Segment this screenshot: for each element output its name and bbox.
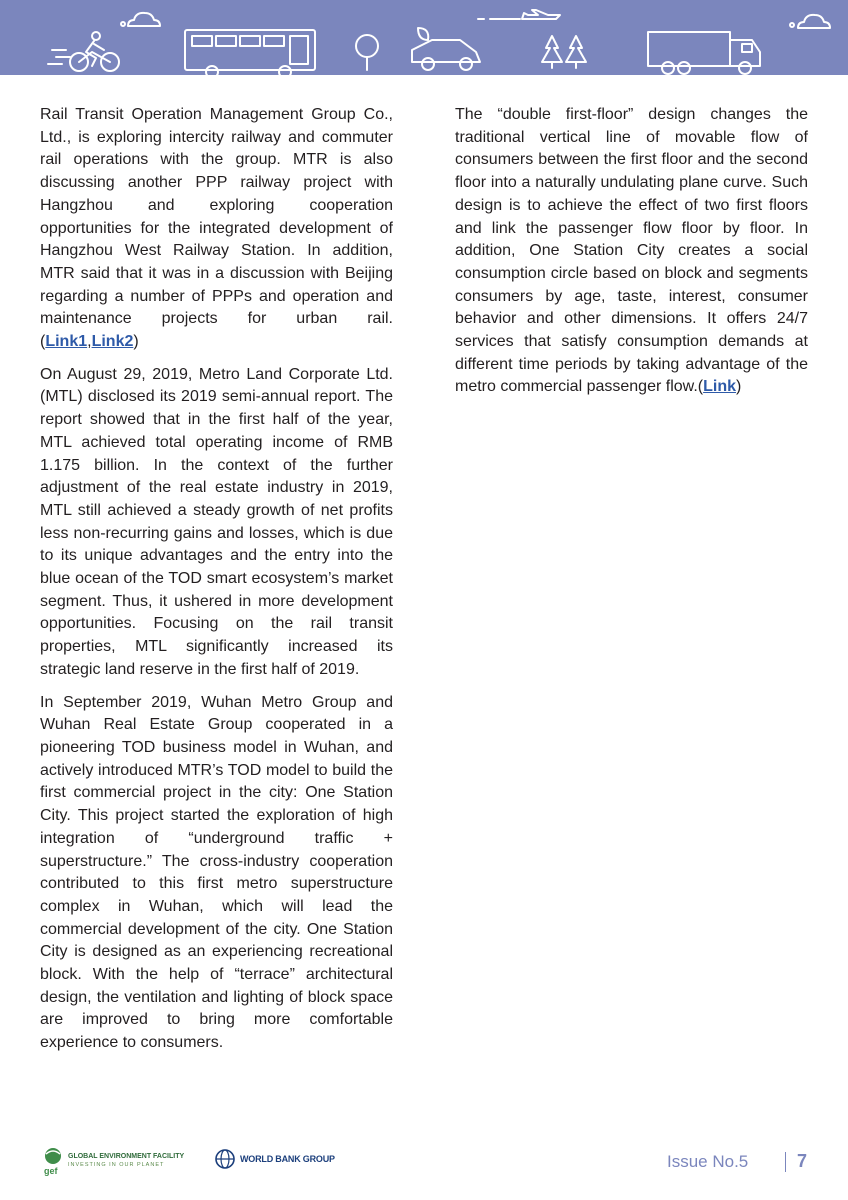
issue-number: Issue No.5 <box>667 1152 749 1171</box>
link2-link[interactable]: Link2 <box>91 333 134 351</box>
cloud-icon <box>121 13 160 26</box>
tree-icon <box>356 35 378 70</box>
bus-icon <box>185 30 315 75</box>
svg-text:gef: gef <box>44 1166 58 1176</box>
gef-globe-icon <box>42 1146 64 1176</box>
footer <box>0 1140 848 1190</box>
cloud-icon <box>790 15 830 28</box>
world-bank-name: WORLD BANK GROUP <box>240 1154 335 1164</box>
paragraph-text: The “double first-floor” design changes the traditional vertical line of movable flow of consumers between the first floor and the second floor into a naturally undulating plane curve. Such design is to achieve the effect of two first floors and link the passenger flow floor by floor. In addition, One Station City creates a social consumption circle based on block and segments consumers by age, taste, interest, consumer behavior and other dimensions. It offers 24/7 services that satisfy consumption demands at different time periods by taking advantage of the metro commercial passenger flow.( <box>455 106 808 396</box>
paragraph-text: Rail Transit Operation Management Group Co., Ltd., is exploring intercity railway and commuter rail operations with the group. MTR is also discussing another PPP railway project with Hangzhou and exploring cooperation opportunities for the integrated development of Hangzhou West Railway Station. In addition, MTR said that it was in a discussion with Beijing regarding a number of PPPs and operation and maintenance projects for urban rail. ( <box>40 106 393 351</box>
airplane-icon <box>478 10 560 19</box>
paragraph <box>40 104 393 354</box>
gef-tagline: INVESTING IN OUR PLANET <box>68 1162 165 1168</box>
page-number: 7 <box>797 1151 808 1171</box>
car-icon <box>412 28 480 70</box>
paragraph <box>455 104 808 399</box>
left-column <box>40 104 393 1065</box>
cyclist-icon <box>48 32 119 71</box>
link-separator: , <box>87 333 92 351</box>
right-column <box>455 104 808 409</box>
paragraph: On August 29, 2019, Metro Land Corporate Ltd. (MTL) disclosed its 2019 semi-annual report. The report showed that in the first half of the year, MTL achieved total operating income of RMB 1.175 billion. In the context of the further adjustment of the real estate industry in 2019, MTL still achieved a steady growth of net profits less non-recurring gains and losses, which is due to its unique advantages and the entry into the blue ocean of the TOD smart ecosystem’s market segment. Thus, it ushered in more development opportunities. Focusing on the rail transit properties, MTL significantly increased its strategic land reserve in the first half of 2019. <box>40 365 393 678</box>
paragraph: In September 2019, Wuhan Metro Group and Wuhan Real Estate Group cooperated in a pioneering TOD business model in Wuhan, and actively introduced MTR’s TOD model to build the first commercial project in the city: One Station City. This project started the exploration of high integration of “underground traffic + superstructure.” The cross-industry cooperation contributed to this first metro superstructure complex in Wuhan, which will lead the commercial development of the city. One Station City is designed as an experiencing recreational block. With the help of “terrace” architectural design, the ventilation and lighting of block space are improved to bring more comfortable experience to consumers. <box>40 693 393 1052</box>
link1-link[interactable]: Link1 <box>45 333 88 351</box>
world-bank-logo <box>214 1148 335 1170</box>
divider <box>785 1152 786 1172</box>
header-banner <box>0 0 848 75</box>
globe-icon <box>214 1148 236 1170</box>
gef-name: GLOBAL ENVIRONMENT FACILITY <box>68 1153 185 1160</box>
truck-icon <box>648 32 760 74</box>
paren-close: ) <box>133 333 139 351</box>
gef-logo <box>42 1146 184 1176</box>
pine-trees-icon <box>542 36 586 68</box>
link-link[interactable]: Link <box>703 378 736 396</box>
paren-close: ) <box>735 378 742 396</box>
